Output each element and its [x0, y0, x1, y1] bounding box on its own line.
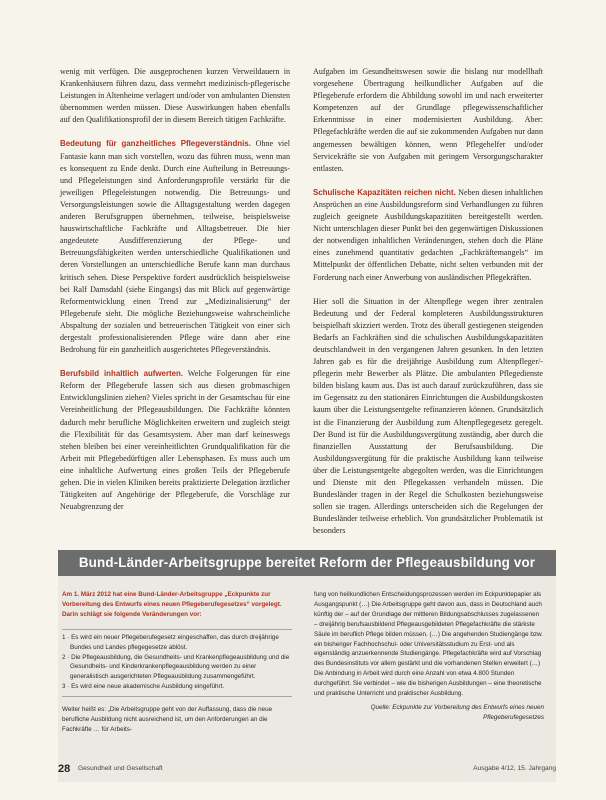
- subheading: Schulische Kapazitäten reichen nicht.: [313, 187, 456, 197]
- info-box-left-column: [62, 590, 292, 735]
- subheading: Bedeutung für ganzheitliches Pflegeverständnis.: [60, 139, 251, 149]
- list-item: 3 · Es wird eine neue akademische Ausbildung eingeführt.: [62, 683, 225, 691]
- paragraph: Aufgaben im Gesundheitswesen sowie die bislang nur modellhaft vorgesehene Übertragung heilkundlicher Aufgaben auf die Pflegeberufe erfordern die Abbildung sowohl im und nach erweiterter Kompetenzen auf der Grundlage pflegewissenschaftlicher Erkenntnisse in einer modernisierten Ausbildung. Aber: Pflegefachkräfte werden die auf sie zukommenden Aufgaben nur dann angemessen bewältigen können, wenn Pflegehelfer und/oder Servicekräfte sie von Aufgaben mit geringem Versorgungscharakter entlasten.: [313, 67, 543, 173]
- proposal-list: [62, 629, 292, 697]
- info-box-right-column: [314, 590, 544, 723]
- article-left-column: [60, 66, 290, 525]
- page-footer: [58, 763, 556, 779]
- magazine-name: Gesundheit und Gesellschaft: [78, 765, 163, 772]
- paragraph-text: Welche Folgerungen für eine Reform der Pflegeberufe lassen sich aus diesen grobmaschigen Entwicklungslinien ziehen? Vieles spricht in der Gesamtschau für eine Vereinheitlichung der Pflegeausbildungen. Die Fachkräfte könnten dadurch mehr berufliche Möglichkeiten erweitern und zugleich steigt die Flexibilität für das Gesamtsystem. Aber man darf keineswegs stehen bleiben bei einer vereinheitlichten Grundqualifikation für die Arbeit mit Pflegebedürftigen aller Lebensphasen. Es muss auch um eine inhaltliche Aufwertung eines großen Teils der Pflegeberufe gehen. Die in vielen Kliniken bereits praktizierte Delegation ärztlicher Tätigkeiten auf Angehörige der Pflegeberufe, die Vorschläge zur Neuabgrenzung der: [60, 369, 290, 512]
- list-item: 1 · Es wird ein neuer Pflegeberufegesetz eingeschaffen, das durch dreijährige Bundes und Landes pflegegesetze ablöst.: [62, 633, 279, 651]
- info-box-intro: Am 1. März 2012 hat eine Bund-Länder-Arbeitsgruppe „Eckpunkte zur Vorbereitung des Entwurfs eines neuen Pflegeberufegesetzes“ vorgelegt. Darin schlägt sie folgende Veränderungen vor:: [62, 591, 282, 618]
- paragraph: [60, 368, 290, 513]
- paragraph-text: Ohne viel Fantasie kann man sich vorstellen, wozu das führen muss, wenn man es konsequent zu Ende denkt. Durch eine Aufteilung in Betreuungs- und Pflegeleistungen sind Anforderungsprofile verstärkt für die jeweiligen Pflegeleistungen notwendig. Die Betreuungs- und Versorgungsleistungen sowie die Alltagsgestaltung werden dagegen anderen Berufsgruppen übernehmen, teilweise, beispielsweise hauswirtschaftliche Fachkräfte und Alltagsbetreuer. Die hier angedeutete Ausdifferenzierung der Pflege- und Betreuungsfähigkeiten werden unterschiedliche Qualifikationen und deren Vorstellungen an unterschiedliche Berufe kann man durchaus kritisch sehen. Diese Perspektive fordert ausdrücklich beispielsweise bei Ralf Damsdahl (siehe Eingangs) das mit Blick auf gegenwärtige Reformentwicklung einen Trend zur „Medizinalisierung“ der Pflegeberufe sieht. Die mögliche Beziehungsweise wahrscheinliche Abspaltung der sozialen und betreuerischen Tätigkeit von einer sich dergestalt professionalisierenden Pflege wäre dann aber eine Bedrohung für ein ganzheitlich ausgerichtetes Pflegeverständnis.: [60, 139, 290, 355]
- article-right-column: [313, 66, 543, 549]
- info-box-title: Bund-Länder-Arbeitsgruppe bereitet Reform der Pflegeausbildung vor: [58, 550, 556, 576]
- info-box: [58, 550, 556, 782]
- issue-info: Ausgabe 4/12, 15. Jahrgang: [473, 765, 556, 772]
- paragraph: [60, 138, 290, 356]
- subheading: Berufsbild inhaltlich aufwerten.: [60, 369, 184, 379]
- info-box-text: fung von heilkundlichen Entscheidungsprozessen werden im Eckpunktepapier als Ausgangspunkt (…) Die Arbeitsgruppe geht davon aus, dass in Deutschland auch künftig der – auf der Grundlage der mittleren Bildungsabschlusses zugelassenen – dreijährig berufsausbildend Pflegeausgebildeten Pflegefachkräfte die stärkste Säule im beruflich Pflege bilden müssen. (…) Die angehenden Studiengänge bzw. ein bisheriger Fachhochschul- oder Universitätsstudium zu Erst- und als eigenständig anzuerkennende Studiengänge. Pflegefachkräfte wird auf Vorschlag des Bundesinstituts vor allem gestärkt und die vorhandenen Stellen erweitert (…) Die Anbindung in Arbeit wird durch eine Anzahl von etwa 4.800 Stunden durchgeführt. Sie verbindet – wie die bisherigen Ausbildungen – eine theoretische und praktische Unterricht und praktischer Ausbildung.: [314, 591, 543, 698]
- page-number: 28: [58, 763, 71, 775]
- info-box-closing: Weiter heißt es: „Die Arbeitsgruppe geht von der Auffassung, dass die neue berufliche Ausbildung nicht ausreichend ist, um den Anforderungen an die Fachkräfte … für Arbeits-: [62, 706, 273, 733]
- paragraph-text: Neben diesen inhaltlichen Ansprüchen an eine Ausbildungsreform sind Verhandlungen zu führen zugleich geeignete Ausbildungskapazitäten bereitgestellt werden. Nicht unterschlagen dieser Punkt bei den gegenwärtigen Diskussionen der notwendigen inhaltlichen Veränderungen, stehen doch die Pläne eines zunehmend quantitativ gedachten „Fachkräftemangels“ im Mittelpunkt der öffentlichen Debatte, nicht selten verbunden mit der Forderung nach einer Anwerbung von ausländischen Pflegekräften.: [313, 187, 543, 282]
- paragraph: wenig mit verfügen. Die ausgeprochenen kurzen Verweildauern in Krankenhäusern führen dazu, dass vermehrt medizinisch-pflegerische Leistungen in Altenheime verlagert und/oder von ambulanten Diensten übernommen werden müssen. Diese Auswirkungen haben ebenfalls auf den Qualifikationsprofil der in diesem Bereich tätigen Fachkräfte.: [60, 67, 290, 125]
- info-box-source: Quelle: Eckpunkte zur Vorbereitung des Entwurfs eines neuen Pflegeberufegesetzes: [370, 703, 544, 721]
- list-item: 2 · Die Pflegeausbildung, die Gesundheits- und Krankenpflegeausbildung und die Gesundheits- und Kinderkrankenpflegeausbildung werden zu einer generalistisch ausgerichteten Pflegeausbildung zusammengeführt.: [62, 653, 290, 681]
- paragraph: Hier soll die Situation in der Altenpflege wegen ihrer zentralen Bedeutung und der Federal kompleteren Ausbildungsstrukturen beispielhaft skizziert werden. Trotz des überall gestiegenen steigenden Bedarfs an Fachkräften sind die schulischen Ausbildungskapazitäten deutschlandweit in den vergangenen Jahren gesunken. In den letzten Jahren gab es für die dreijährige Ausbildung zum Altenpfleger/-pflegerin mehr Bewerber als Plätze. Die ambulanten Pflegedienste bilden bislang kaum aus. Das ist auch darauf zurückzuführen, dass sie im Gegensatz zu den stationären Einrichtungen die Ausbildungskosten kaum über die Leistungsentgelte refinanzieren können. Grundsätzlich ist die Finanzierung der Ausbildung zum Altenpflegegesetz geregelt. Der Bund ist für die Ausbildungsvergütung zuständig, aber durch die finanziellen Ausstattung der Berufsausbildung. Die Ausbildungsvergütung für die praktische Ausbildung kann teilweise über die Leistungsentgelte abgegolten werden, was die Einrichtungen und Dienste mit den Pflegekassen verhandeln müssen. Die Bundesländer tragen in der Regel die Schulkosten beziehungsweise sollen sie tragen. Allerdings unterscheiden sich die Regelungen der Bundesländer teilweise erheblich. Von grundsätzlicher Problematik ist besonders: [313, 296, 543, 536]
- paragraph: [313, 187, 543, 284]
